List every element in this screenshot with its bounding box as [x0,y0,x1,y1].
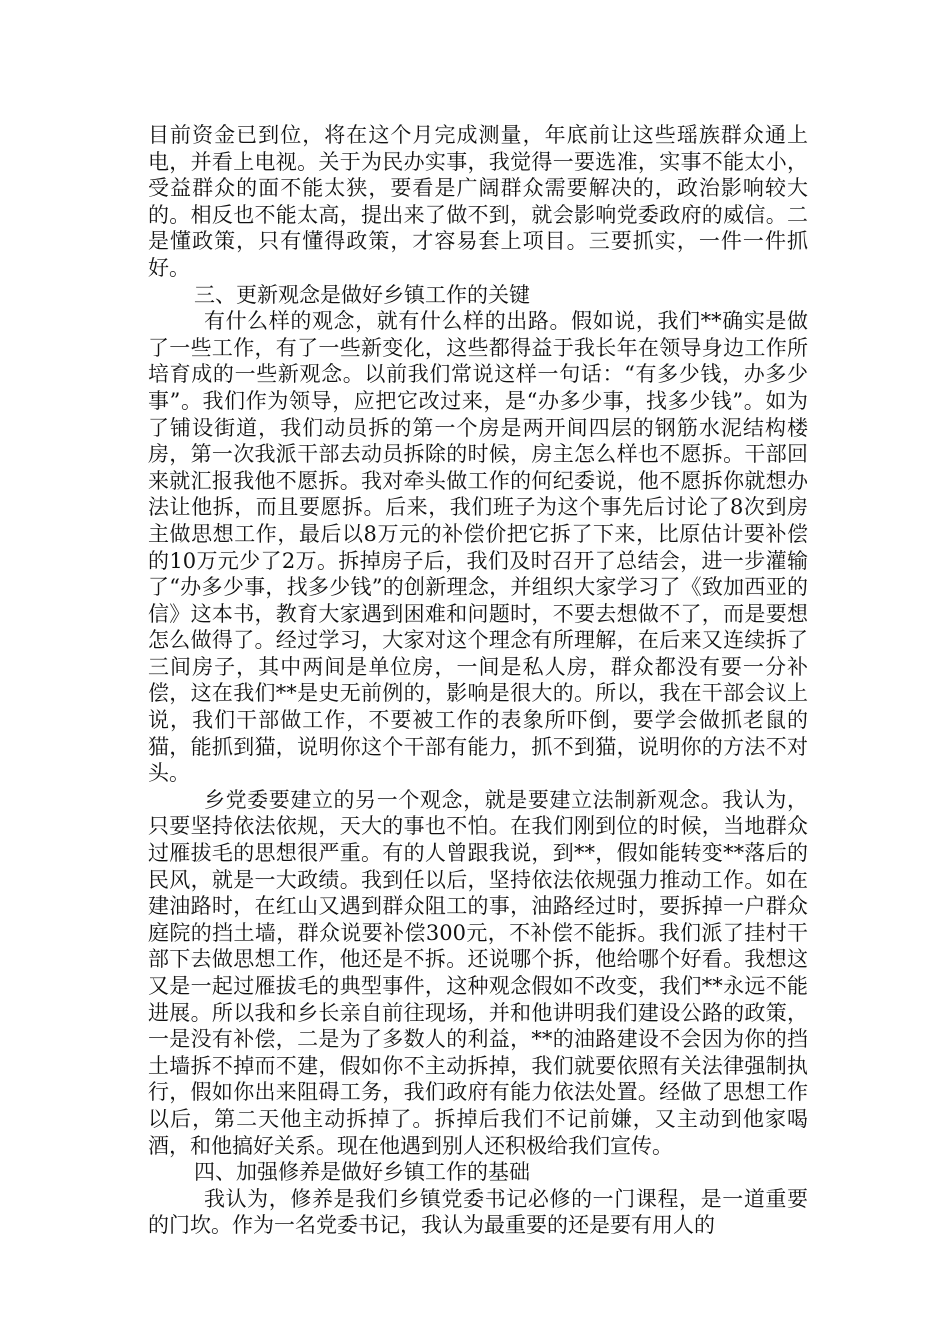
paragraph-cultivation: 我认为，修养是我们乡镇党委书记必修的一门课程，是一道重要的门坎。作为一名党委书记，我认为最重要的还是要有用人的 [148,1186,808,1238]
paragraph-continued: 目前资金已到位，将在这个月完成测量，年底前让这些瑶族群众通上电，并看上电视。关于为民办实事，我觉得一要选准，实事不能太小，受益群众的面不能太狭，要看是广阔群众需要解决的，政治影响较大的。相反也不能太高，提出来了做不到，就会影响党委政府的威信。二是懂政策，只有懂得政策，才容易套上项目。三要抓实，一件一件抓好。 [148,123,808,280]
section-heading-4: 四、加强修养是做好乡镇工作的基础 [194,1160,530,1185]
paragraph-concepts: 有什么样的观念，就有什么样的出路。假如说，我们**确实是做了一些工作，有了一些新变化，这些都得益于我长年在领导身边工作所培育成的一些新观念。以前我们常说这样一句话：“有多少钱，办多少事”。我们作为领导，应把它改过来，是“办多少事，找多少钱”。如为了铺设街道，我们动员拆的第一个房是两开间四层的钢筋水泥结构楼房，第一次我派干部去动员拆除的时候，房主怎么样也不愿拆。干部回来就汇报我他不愿拆。我对牵头做工作的何纪委说，他不愿拆你就想办法让他拆，而且要愿拆。后来，我们班子为这个事先后讨论了8次到房主做思想工作，最后以8万元的补偿价把它拆了下来，比原估计要补偿的10万元少了2万。拆掉房子后，我们及时召开了总结会，进一步灌输了“办多少事，找多少钱”的创新理念，并组织大家学习了《致加西亚的信》这本书，教育大家遇到困难和问题时，不要去想做不了，而是要想怎么做得了。经过学习，大家对这个理念有所理解，在后来又连续拆了三间房子，其中两间是单位房，一间是私人房，群众都没有要一分补偿，这在我们**是史无前例的，影响是很大的。所以，我在干部会议上说，我们干部做工作，不要被工作的表象所吓倒，要学会做抓老鼠的猫，能抓到猫，说明你这个干部有能力，抓不到猫，说明你的方法不对头。 [148,309,808,786]
document-body [148,122,808,1239]
section-heading-3: 三、更新观念是做好乡镇工作的关键 [194,282,530,307]
paragraph-rule-of-law: 乡党委要建立的另一个观念，就是要建立法制新观念。我认为，只要坚持依法依规，天大的事也不怕。在我们刚到位的时候，当地群众过雁拔毛的思想很严重。有的人曾跟我说，到**，假如能转变**落后的民风，就是一大政绩。我到任以后，坚持依法依规强力推动工作。如在建油路时，在红山又遇到群众阻工的事，油路经过时，要拆掉一户群众庭院的挡土墙，群众说要补偿300元，不补偿不能拆。我们派了挂村干部下去做思想工作，他还是不拆。还说哪个拆，他给哪个好看。我想这又是一起过雁拔毛的典型事件，这种观念假如不改变，我们**永远不能进展。所以我和乡长亲自前往现场，并和他讲明我们建设公路的政策，一是没有补偿，二是为了多数人的利益，**的油路建设不会因为你的挡土墙拆不掉而不建，假如你不主动拆掉，我们就要依照有关法律强制执行，假如你出来阻碍工务，我们政府有能力依法处置。经做了思想工作以后，第二天他主动拆掉了。拆掉后我们不记前嫌，又主动到他家喝酒，和他搞好关系。现在他遇到别人还积极给我们宣传。 [148,787,808,1158]
